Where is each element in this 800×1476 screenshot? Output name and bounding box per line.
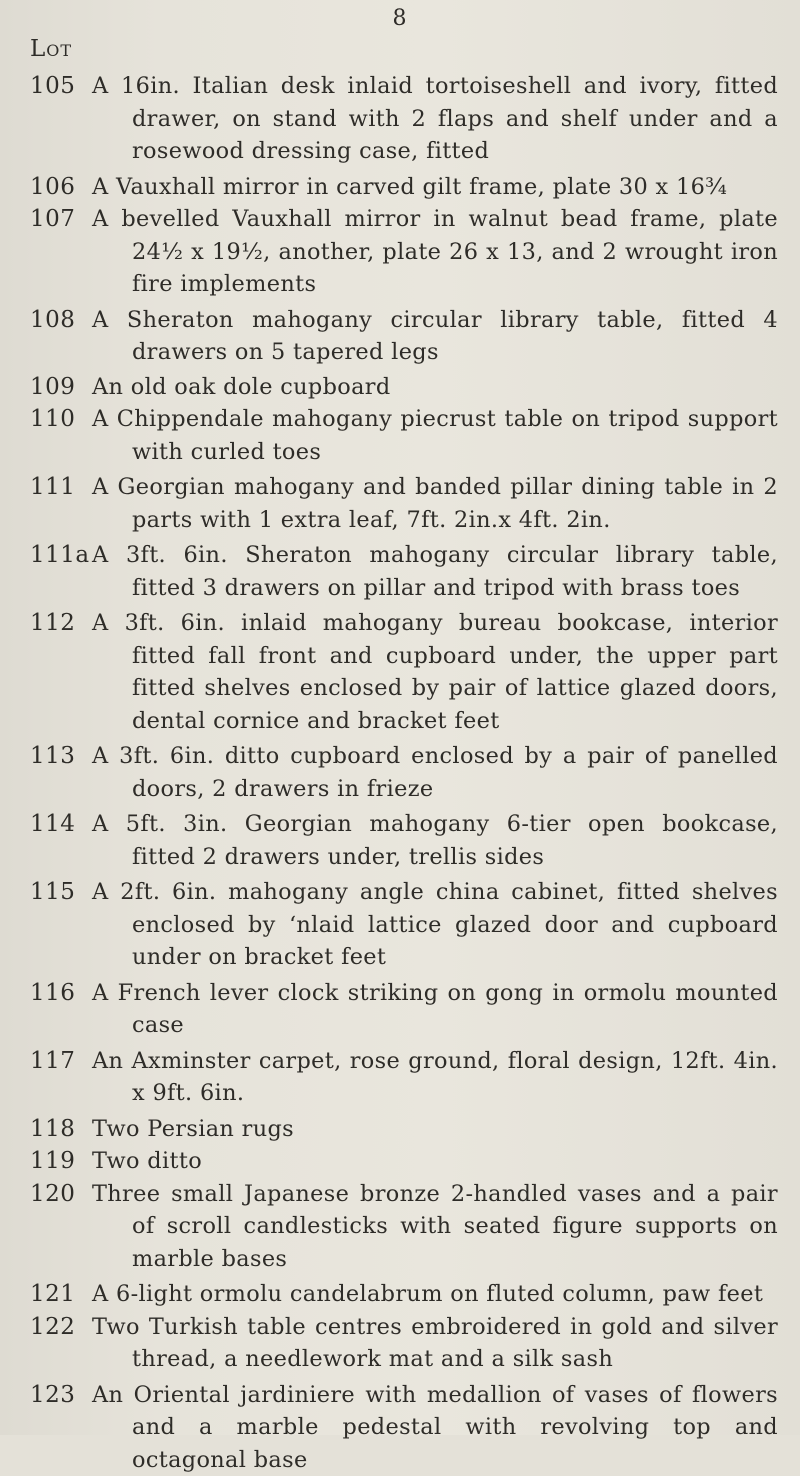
lot-entry [0,1145,800,1178]
lot-entry [0,607,800,737]
lot-description: A Chippendale mahogany piecrust table on tripod support with curled toes [92,403,778,468]
lot-description: A 3ft. 6in. inlaid mahogany bureau bookcase, interior fitted fall front and cupboard under, the upper part fitted shelves enclosed by pair of lattice glazed doors, dental cornice and bracket feet [92,607,778,737]
page-number: 8 [0,6,800,31]
lot-entry [0,808,800,873]
lot-number: 116 [0,977,92,1010]
lot-number: 106 [0,171,92,204]
lot-description: Two Persian rugs [92,1113,778,1146]
lot-entry [0,539,800,604]
lot-entry [0,740,800,805]
lot-number: 119 [0,1145,92,1178]
lot-column-header: Lot [30,36,72,62]
lot-entry [0,876,800,974]
lot-description: A Georgian mahogany and banded pillar dining table in 2 parts with 1 extra leaf, 7ft. 2in.x 4ft. 2in. [92,471,778,536]
lot-number: 120 [0,1178,92,1211]
lot-entry [0,371,800,404]
lot-entry [0,1278,800,1311]
lot-entry [0,1178,800,1276]
lot-entry [0,471,800,536]
lot-description: A 6-light ormolu candelabrum on fluted column, paw feet [92,1278,778,1311]
lot-description: A 5ft. 3in. Georgian mahogany 6-tier open bookcase, fitted 2 drawers under, trellis sides [92,808,778,873]
lot-description: Two Turkish table centres embroidered in gold and silver thread, a needlework mat and a silk sash [92,1311,778,1376]
lot-entry [0,1379,800,1476]
lot-description: A Vauxhall mirror in carved gilt frame, plate 30 x 16¾ [92,171,778,204]
lot-number: 110 [0,403,92,436]
lot-number: 115 [0,876,92,909]
lot-number: 121 [0,1278,92,1311]
lot-number: 112 [0,607,92,640]
lot-description: An Axminster carpet, rose ground, floral design, 12ft. 4in. x 9ft. 6in. [92,1045,778,1110]
lot-number: 122 [0,1311,92,1344]
lot-entry [0,1113,800,1146]
lot-description: A 2ft. 6in. mahogany angle china cabinet, fitted shelves enclosed by ‘nlaid lattice glazed door and cupboard under on bracket feet [92,876,778,974]
lot-number: 109 [0,371,92,404]
lot-description: A French lever clock striking on gong in ormolu mounted case [92,977,778,1042]
lot-description: An Oriental jardiniere with medallion of vases of flowers and a marble pedestal with revolving top and octagonal base [92,1379,778,1476]
lot-list [0,70,800,1476]
lot-entry [0,70,800,168]
lot-entry [0,977,800,1042]
lot-number: 108 [0,304,92,337]
lot-number: 118 [0,1113,92,1146]
lot-number: 114 [0,808,92,841]
lot-number: 113 [0,740,92,773]
lot-description: An old oak dole cupboard [92,371,778,404]
lot-description: A bevelled Vauxhall mirror in walnut bead frame, plate 24½ x 19½, another, plate 26 x 13, and 2 wrought iron fire implements [92,203,778,301]
lot-number: 117 [0,1045,92,1078]
lot-entry [0,203,800,301]
lot-entry [0,304,800,369]
lot-description: Two ditto [92,1145,778,1178]
lot-description: A 3ft. 6in. Sheraton mahogany circular library table, fitted 3 drawers on pillar and tripod with brass toes [92,539,778,604]
lot-entry [0,403,800,468]
lot-number: 111a [0,539,92,572]
lot-description: A Sheraton mahogany circular library table, fitted 4 drawers on 5 tapered legs [92,304,778,369]
lot-description: A 3ft. 6in. ditto cupboard enclosed by a pair of panelled doors, 2 drawers in frieze [92,740,778,805]
lot-description: Three small Japanese bronze 2-handled vases and a pair of scroll candlesticks with seated figure supports on marble bases [92,1178,778,1276]
lot-entry [0,1311,800,1376]
lot-number: 123 [0,1379,92,1412]
lot-entry [0,171,800,204]
lot-description: A 16in. Italian desk inlaid tortoiseshell and ivory, fitted drawer, on stand with 2 flaps and shelf under and a rosewood dressing case, fitted [92,70,778,168]
lot-number: 105 [0,70,92,103]
lot-number: 111 [0,471,92,504]
lot-entry [0,1045,800,1110]
lot-number: 107 [0,203,92,236]
